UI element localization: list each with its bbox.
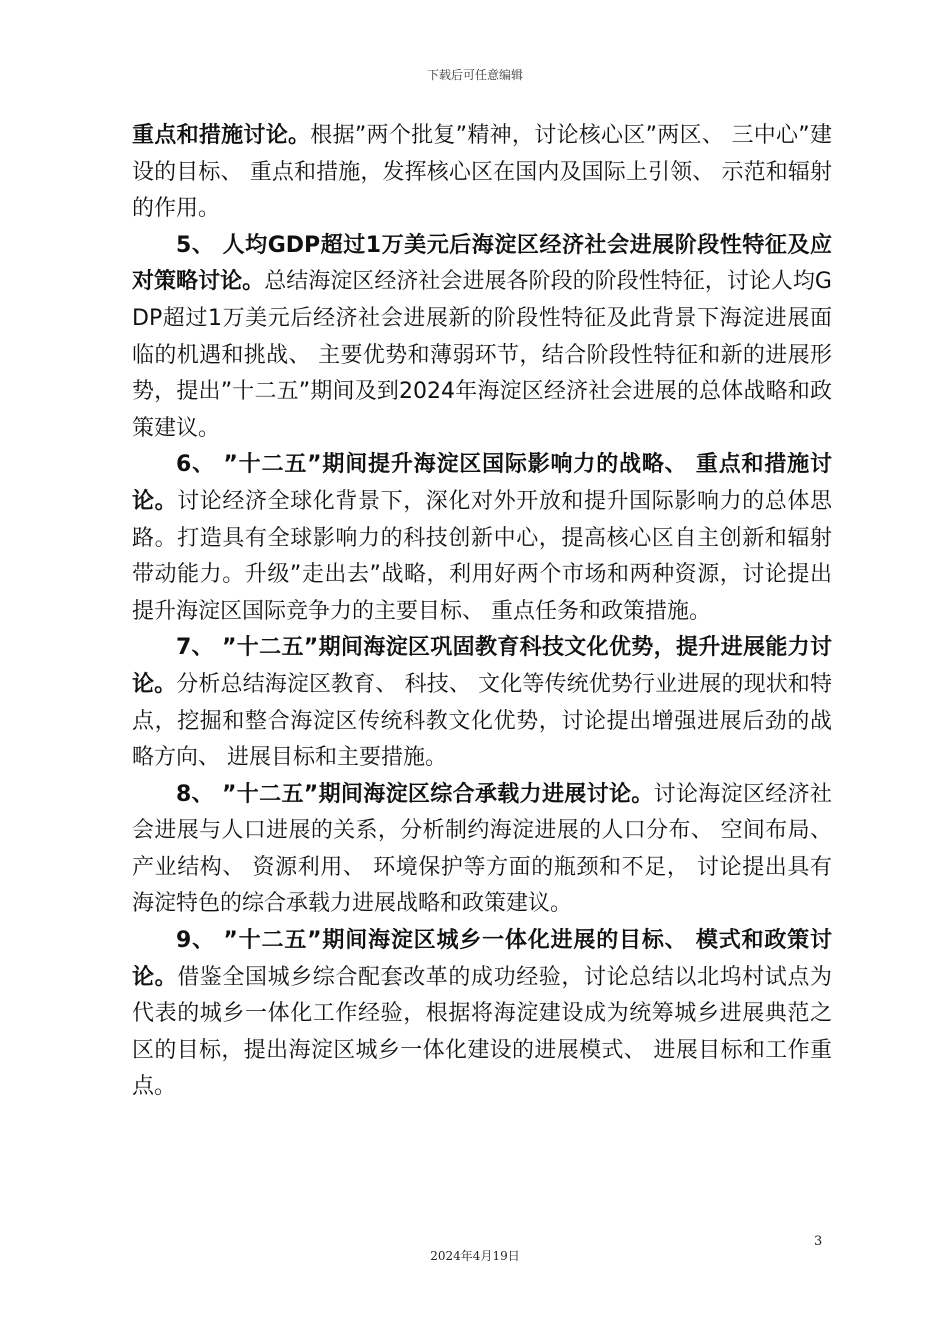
page-header: 下载后可任意编辑 <box>426 68 523 82</box>
paragraph-body: 借鉴全国城乡综合配套改革的成功经验，讨论总结以北坞村试点为代表的城乡一体化工作经验，根据将海淀建设成为统筹城乡进展典范之区的目标，提出海淀区城乡一体化建设的进展模式、 进展目标和工作重点。 <box>132 964 832 1100</box>
page-number: 3 <box>814 1234 823 1249</box>
page-footer-date: 2024年4月19日 <box>430 1249 520 1263</box>
paragraph-heading: 7、 ”十二五”期间海淀区巩固教育科技文化优势，提升进展能力讨论。 <box>132 635 832 697</box>
paragraph-heading: 9、 ”十二五”期间海淀区城乡一体化进展的目标、 模式和政策讨论。 <box>132 928 832 990</box>
paragraph-heading: 重点和措施讨论。 <box>132 123 311 148</box>
paragraph <box>132 630 832 776</box>
paragraph <box>132 447 832 630</box>
paragraph-body: 讨论海淀区经济社会进展与人口进展的关系，分析制约海淀进展的人口分布、 空间布局、 产业结构、 资源利用、 环境保护等方面的瓶颈和不足， 讨论提出具有海淀特色的综合承载力进展战略和政策建议。 <box>132 781 832 917</box>
paragraph-heading: 5、 人均GDP超过1万美元后海淀区经济社会进展阶段性特征及应对策略讨论。 <box>132 232 832 295</box>
body-text <box>132 118 832 1106</box>
paragraph <box>132 923 832 1106</box>
paragraph-heading: 8、 ”十二五”期间海淀区综合承载力进展讨论。 <box>176 781 654 807</box>
paragraph <box>132 777 832 923</box>
paragraph-heading: 6、 ”十二五”期间提升海淀区国际影响力的战略、 重点和措施讨论。 <box>132 452 832 514</box>
paragraph-body: 讨论经济全球化背景下，深化对外开放和提升国际影响力的总体思路。打造具有全球影响力的科技创新中心，提高核心区自主创新和辐射带动能力。升级”走出去”战略，利用好两个市场和两种资源，讨论提出提升海淀区国际竞争力的主要目标、 重点任务和政策措施。 <box>132 488 832 624</box>
paragraph-body: 根据”两个批复”精神，讨论核心区”两区、 三中心”建设的目标、 重点和措施，发挥核心区在国内及国际上引领、 示范和辐射的作用。 <box>132 123 832 222</box>
paragraph-body: 总结海淀区经济社会进展各阶段的阶段性特征，讨论人均GDP超过1万美元后经济社会进展新的阶段性特征及此背景下海淀进展面临的机遇和挑战、 主要优势和薄弱环节，结合阶段性特征和新的进展形势，提出”十二五”期间及到2024年海淀区经济社会进展的总体战略和政策建议。 <box>132 269 832 441</box>
paragraph <box>132 118 832 228</box>
paragraph-body: 分析总结海淀区教育、 科技、 文化等传统优势行业进展的现状和特点，挖掘和整合海淀区传统科教文化优势，讨论提出增强进展后劲的战略方向、 进展目标和主要措施。 <box>132 671 832 771</box>
paragraph <box>132 228 832 448</box>
